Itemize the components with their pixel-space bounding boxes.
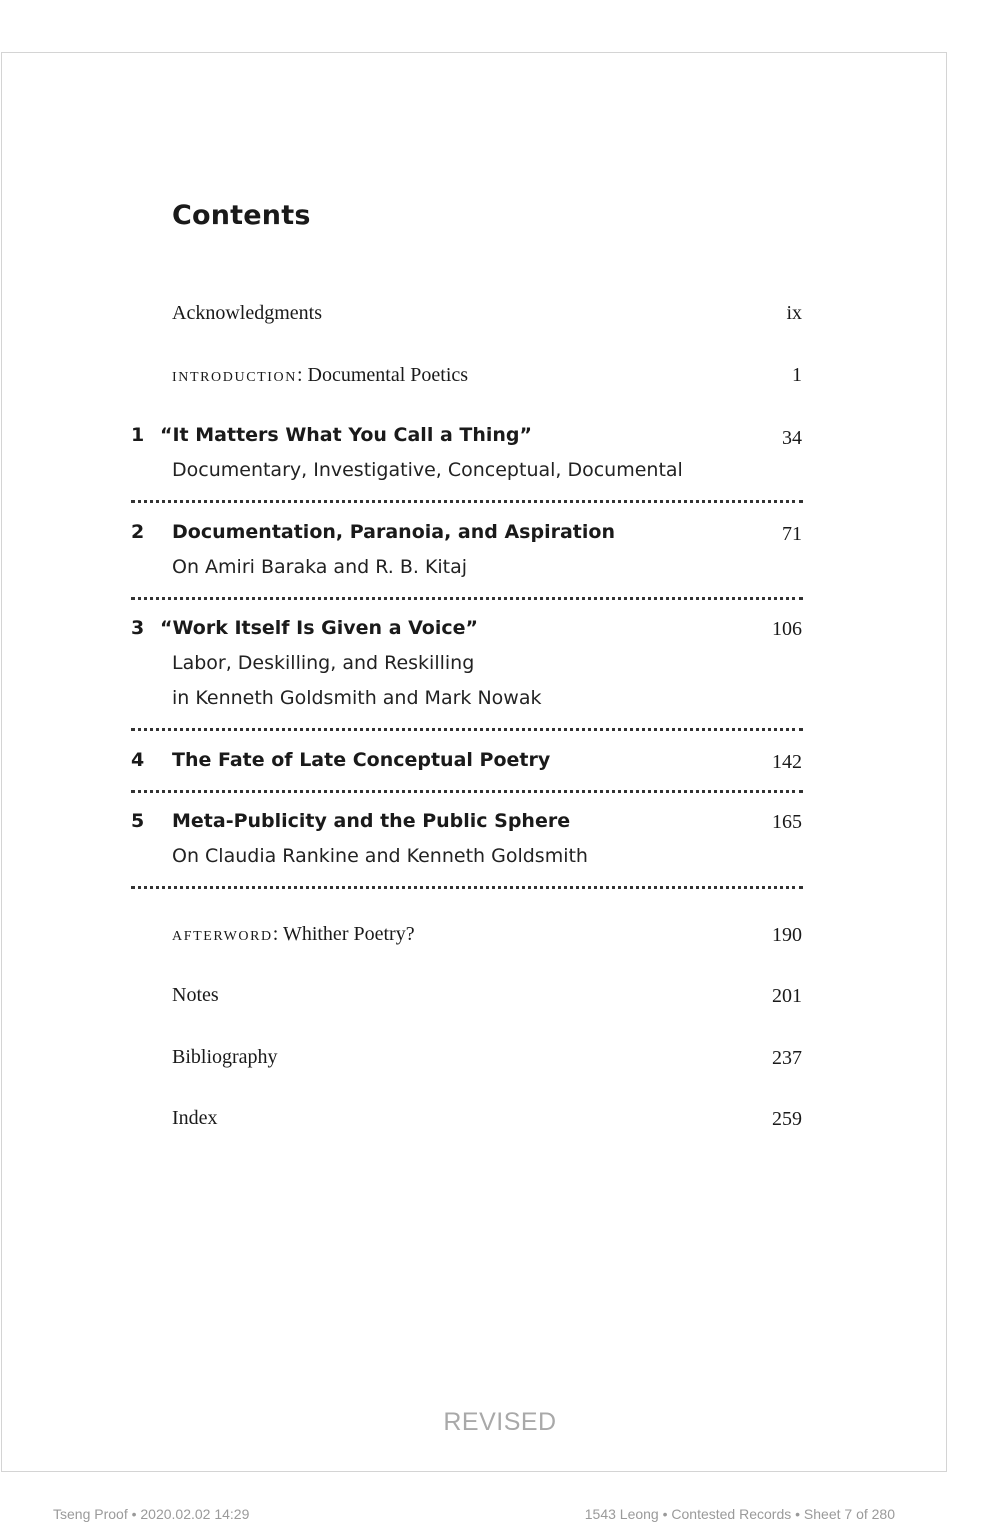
toc-page-introduction: 1: [792, 364, 802, 386]
chapter-5-subtitle: On Claudia Rankine and Kenneth Goldsmith: [172, 845, 588, 867]
toc-entry-acknowledgments[interactable]: Acknowledgments: [172, 302, 322, 324]
chapter-1-title[interactable]: “It Matters What You Call a Thing”: [160, 424, 532, 446]
afterword-title: : Whither Poetry?: [272, 923, 415, 945]
chapter-3-title[interactable]: “Work Itself Is Given a Voice”: [160, 617, 478, 639]
chapter-3-number: 3: [131, 617, 145, 639]
dotted-divider: [131, 728, 803, 731]
chapter-1-subtitle: Documentary, Investigative, Conceptual, Documental: [172, 459, 683, 481]
introduction-title: : Documental Poetics: [296, 364, 469, 386]
toc-entry-introduction[interactable]: [172, 361, 468, 389]
chapter-3-subtitle-line-2: in Kenneth Goldsmith and Mark Nowak: [172, 687, 542, 709]
toc-entry-index[interactable]: Index: [172, 1107, 218, 1129]
chapter-5-title[interactable]: Meta-Publicity and the Public Sphere: [172, 810, 571, 832]
toc-page-acknowledgments: ix: [786, 302, 802, 324]
revised-stamp: REVISED: [443, 1408, 557, 1436]
chapter-4-page: 142: [772, 751, 802, 773]
chapter-2-number: 2: [131, 521, 145, 543]
chapter-2-subtitle: On Amiri Baraka and R. B. Kitaj: [172, 556, 468, 578]
chapter-3-subtitle-line-1: Labor, Deskilling, and Reskilling: [172, 652, 475, 674]
toc-entry-afterword[interactable]: [172, 920, 415, 948]
proof-footer-left: Tseng Proof • 2020.02.02 14:29: [53, 1506, 250, 1522]
dotted-divider: [131, 597, 803, 600]
introduction-label: introduction: [172, 364, 297, 386]
dotted-divider: [131, 500, 803, 503]
toc-entry-notes[interactable]: Notes: [172, 984, 219, 1006]
toc-page-index: 259: [772, 1108, 802, 1130]
dotted-divider: [131, 790, 803, 793]
chapter-1-number: 1: [131, 424, 145, 446]
chapter-5-number: 5: [131, 810, 145, 832]
toc-page-notes: 201: [772, 985, 802, 1007]
toc-entry-bibliography[interactable]: Bibliography: [172, 1046, 278, 1068]
afterword-label: afterword: [172, 923, 273, 945]
toc-page-afterword: 190: [772, 924, 802, 946]
dotted-divider: [131, 886, 803, 889]
chapter-4-number: 4: [131, 749, 145, 771]
chapter-2-title[interactable]: Documentation, Paranoia, and Aspiration: [172, 521, 615, 543]
toc-page-bibliography: 237: [772, 1047, 802, 1069]
contents-title: Contents: [172, 200, 311, 231]
chapter-1-page: 34: [782, 427, 802, 449]
chapter-5-page: 165: [772, 811, 802, 833]
chapter-3-page: 106: [772, 618, 802, 640]
chapter-4-title[interactable]: The Fate of Late Conceptual Poetry: [172, 749, 551, 771]
chapter-2-page: 71: [782, 523, 802, 545]
proof-footer-right: 1543 Leong • Contested Records • Sheet 7 of 280: [584, 1506, 895, 1522]
